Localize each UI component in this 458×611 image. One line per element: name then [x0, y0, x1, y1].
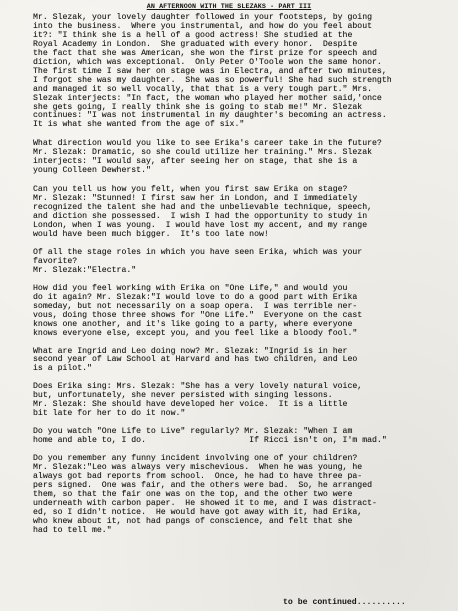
paragraph — [33, 285, 448, 339]
text-line: Royal Academy in London. She graduated with every honor. Despite — [33, 39, 358, 49]
text-line: would have been much bigger. It's too late now! — [33, 229, 269, 239]
text-line: Mr. Slezak, your lovely daughter followed in your footsteps, by going — [33, 13, 373, 22]
text-line: who knew about it, not had pangs of conscience, and felt that she — [33, 516, 353, 526]
text-line: Do you watch "One Life to Live" regularly? Mr. Slezak: "When I am — [33, 427, 353, 437]
text-line: Mr. Slezak: She should have developed her voice. It is a little — [33, 400, 348, 410]
text-line: pers signed. One was fair, and the others were bad. So, he arranged — [33, 480, 373, 490]
paragraph — [33, 455, 448, 536]
text-line: favorite? — [33, 256, 78, 266]
text-line: continues: "I was not instrumental in my daughter's becoming an actress. — [33, 111, 387, 121]
text-line: Mr. Slezak: "Stunned! I first saw her in London, and I immediately — [33, 194, 358, 204]
text-line: Mr. Slezak:"Electra." — [33, 265, 137, 275]
text-line: London, when I was young. I would have lost my accent, and my range — [33, 221, 368, 231]
text-line: the fact that she was American, she won the first prize for speech and — [33, 48, 377, 58]
paragraph — [33, 14, 448, 130]
text-line: recognized the talent she had and the unbelievable technique, speech, — [33, 203, 373, 213]
text-line: ed, so I didn't notice. He would have got away with it, had Erika, — [33, 507, 363, 517]
text-line: Slezak interjects: "In fact, the woman who played her mother said,'once — [33, 93, 382, 103]
document-body — [33, 14, 448, 536]
text-line: knows one another, and it's like going to a party, where everyone — [33, 319, 353, 329]
text-line: and managed it so well vocally, that that is a very tough part." Mrs. — [33, 84, 373, 94]
text-line: How did you feel working with Erika on "One Life," and would you — [33, 283, 348, 293]
text-line: Mr. Slezak: Dramatic, so she could utilize her training." Mrs. Slezak — [33, 148, 373, 158]
text-line: someday, but not necessarily on a soap opera. I was terrible ner- — [33, 301, 358, 311]
text-line: home and able to, I do. If Ricci isn't on, I'm mad." — [33, 436, 387, 446]
text-line: second year of Law School at Harvard and has two children, and Leo — [33, 355, 358, 365]
paragraph — [33, 348, 448, 375]
text-line: had to tell me." — [33, 525, 112, 535]
text-line: Of all the stage roles in which you have seen Erika, which was your — [33, 247, 363, 257]
text-line: them, so that the fair one was on the top, and the other two were — [33, 489, 353, 499]
text-line: bit late for her to do it now." — [33, 409, 186, 419]
paragraph — [33, 249, 448, 276]
paragraph — [33, 428, 448, 446]
paragraph — [33, 383, 448, 419]
text-line: and diction she possessed. I wish I had the opportunity to study in — [33, 212, 368, 222]
continuation-note: to be continued.......... — [283, 598, 406, 607]
text-line: interjects: "I would say, after seeing her on stage, that she is a — [33, 157, 358, 167]
text-line: The first time I saw her on stage was in Electra, and after two minutes, — [33, 66, 387, 76]
paragraph — [33, 140, 448, 176]
document-title — [0, 3, 458, 11]
text-line: Does Erika sing: Mrs. Slezak: "She has a very lovely natural voice, — [33, 382, 363, 392]
text-line: is a pilot." — [33, 364, 92, 374]
text-line: I forgot she was my daughter. She was so powerful! She had such strength — [33, 75, 392, 85]
text-line: underneath with carbon paper. He showed it to me, and I was distract- — [33, 498, 377, 508]
text-line: What are Ingrid and Leo doing now? Mr. Slezak: "Ingrid is in her — [33, 346, 348, 356]
text-line: diction, which was exceptional. Only Peter O'Toole won the same honor. — [33, 57, 382, 67]
text-line: but, unfortunately, she never persisted with singing lessons. — [33, 391, 333, 401]
text-line: vous, doing those three shows for "One Life." Everyone on the cast — [33, 310, 363, 320]
paragraph — [33, 186, 448, 240]
text-line: into the business. Where you instrumental, and how do you feel about — [33, 21, 373, 31]
text-line: Mr. Slezak:"Leo was always very mischevious. When he was young, he — [33, 463, 363, 473]
document-title-text: AN AFTERNOON WITH THE SLEZAKS - PART III — [146, 3, 312, 11]
text-line: What direction would you like to see Erika's career take in the future? — [33, 139, 382, 149]
text-line: knows everyone else, except you, and you feel like a bloody fool." — [33, 328, 358, 338]
text-line: young Colleen Dewherst." — [33, 166, 151, 176]
text-line: It is what she wanted from the age of six." — [33, 120, 245, 130]
text-line: she gets going, I really think she is going to stab me!" Mr. Slezak — [33, 102, 363, 112]
text-line: do it again? Mr. Slezak:"I would love to do a good part with Erika — [33, 292, 358, 302]
text-line: Can you tell us how you felt, when you first saw Erika on stage? — [33, 185, 348, 195]
text-line: it?: "I think she is a hell of a good actress! She studied at the — [33, 30, 353, 40]
text-line: always got bad reports from school. Once, he had to have three pa- — [33, 471, 363, 481]
text-line: Do you remember any funny incident involving one of your children? — [33, 454, 358, 464]
